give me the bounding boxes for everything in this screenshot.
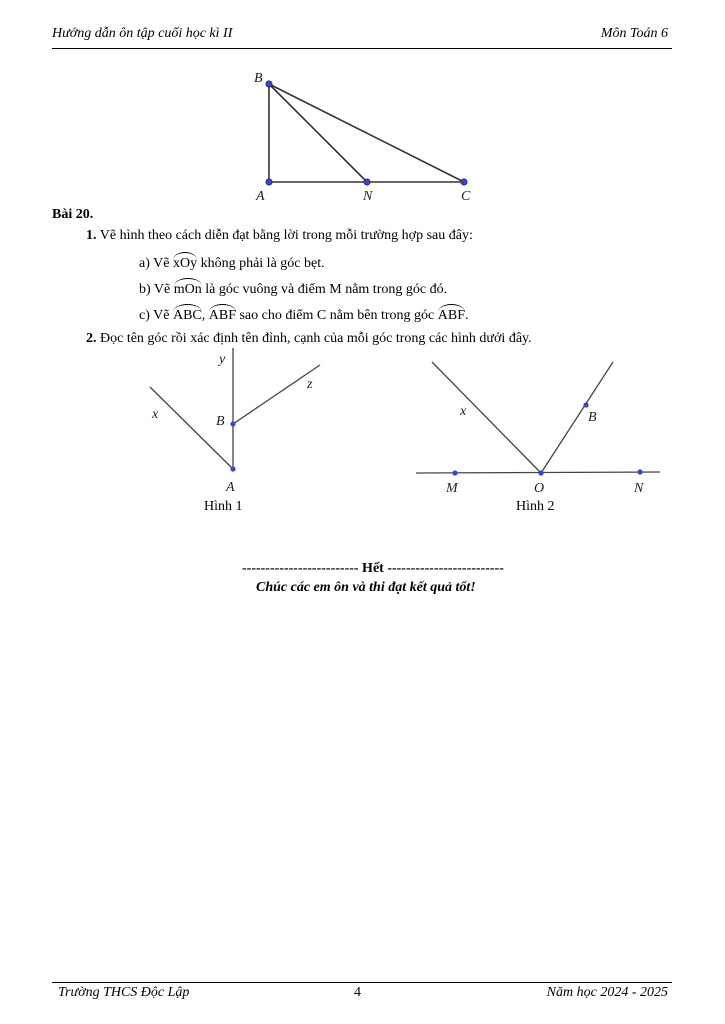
item-c-prefix: c) Vẽ [139,308,170,323]
label-z: z [307,377,313,392]
angle-mon: mOn [174,278,202,298]
footer-school: Trường THCS Độc Lập [58,985,190,1000]
question-2-text: Đọc tên góc rồi xác định tên đỉnh, cạnh của mỗi góc trong các hình dưới đây. [100,331,532,346]
figure-hinh-1 [140,345,340,497]
label-m: M [446,481,458,496]
label-a: A [256,189,265,204]
item-c [139,304,469,324]
label-b: B [216,414,225,429]
segment-bc [269,84,464,182]
item-a-text: không phải là góc bẹt. [200,256,325,271]
point-b [583,402,588,407]
caption-hinh-1: Hình 1 [204,499,243,514]
point-a [230,466,235,471]
point-n [637,469,642,474]
angle-abf: ABF [209,304,236,324]
question-1-number: 1. [86,228,97,243]
point-a [266,179,272,185]
point-c [461,179,467,185]
page-number: 4 [354,985,361,1000]
point-o [538,470,543,475]
item-b-prefix: b) Vẽ [139,282,171,297]
angle-abc: ABC [173,304,202,324]
ray-ob [541,362,613,473]
caption-hinh-2: Hình 2 [516,499,555,514]
point-b [266,81,272,87]
item-c-separator: , [201,308,206,323]
ray-ox [432,362,541,473]
item-a [139,252,325,272]
header-title: Hướng dẫn ôn tập cuối học kì II [52,26,233,41]
question-1 [86,228,473,244]
footer-rule [52,982,672,983]
question-1-text: Vẽ hình theo cách diễn đạt bằng lời trong mỗi trường hợp sau đây: [99,228,473,243]
item-b-text: là góc vuông và điểm M nằm trong góc đó. [205,282,448,297]
label-n: N [363,189,373,204]
figure-hinh-2 [410,355,665,500]
triangle-figure [230,64,490,206]
angle-xoy: xOy [173,252,197,272]
label-o: O [534,481,545,496]
angle-abf-2: ABF [438,304,465,324]
item-c-text: sao cho điểm C nằm bên trong góc [239,308,435,323]
closing-wish: Chúc các em ôn và thi đạt kết quả tốt! [256,580,476,595]
label-n: N [634,481,644,496]
header-subject: Môn Toán 6 [600,26,668,41]
footer-school-year: Năm học 2024 - 2025 [546,985,668,1000]
point-m [452,470,457,475]
segment-bn [269,84,367,182]
ray-bz [233,365,320,424]
label-b: B [588,410,597,425]
label-y: y [219,352,226,367]
label-a: A [226,480,235,495]
end-marker: ------------------------- Hết ------------------------- [242,561,504,576]
item-a-prefix: a) Vẽ [139,256,170,271]
question-2-number: 2. [86,331,97,346]
label-x: x [152,407,159,422]
label-c: C [461,189,471,204]
label-b: B [254,71,263,86]
header-rule [52,48,672,49]
item-c-period: . [465,308,469,323]
point-b [230,421,235,426]
point-n [364,179,370,185]
exercise-title: Bài 20. [52,207,94,222]
item-b [139,278,447,298]
label-x: x [460,404,467,419]
